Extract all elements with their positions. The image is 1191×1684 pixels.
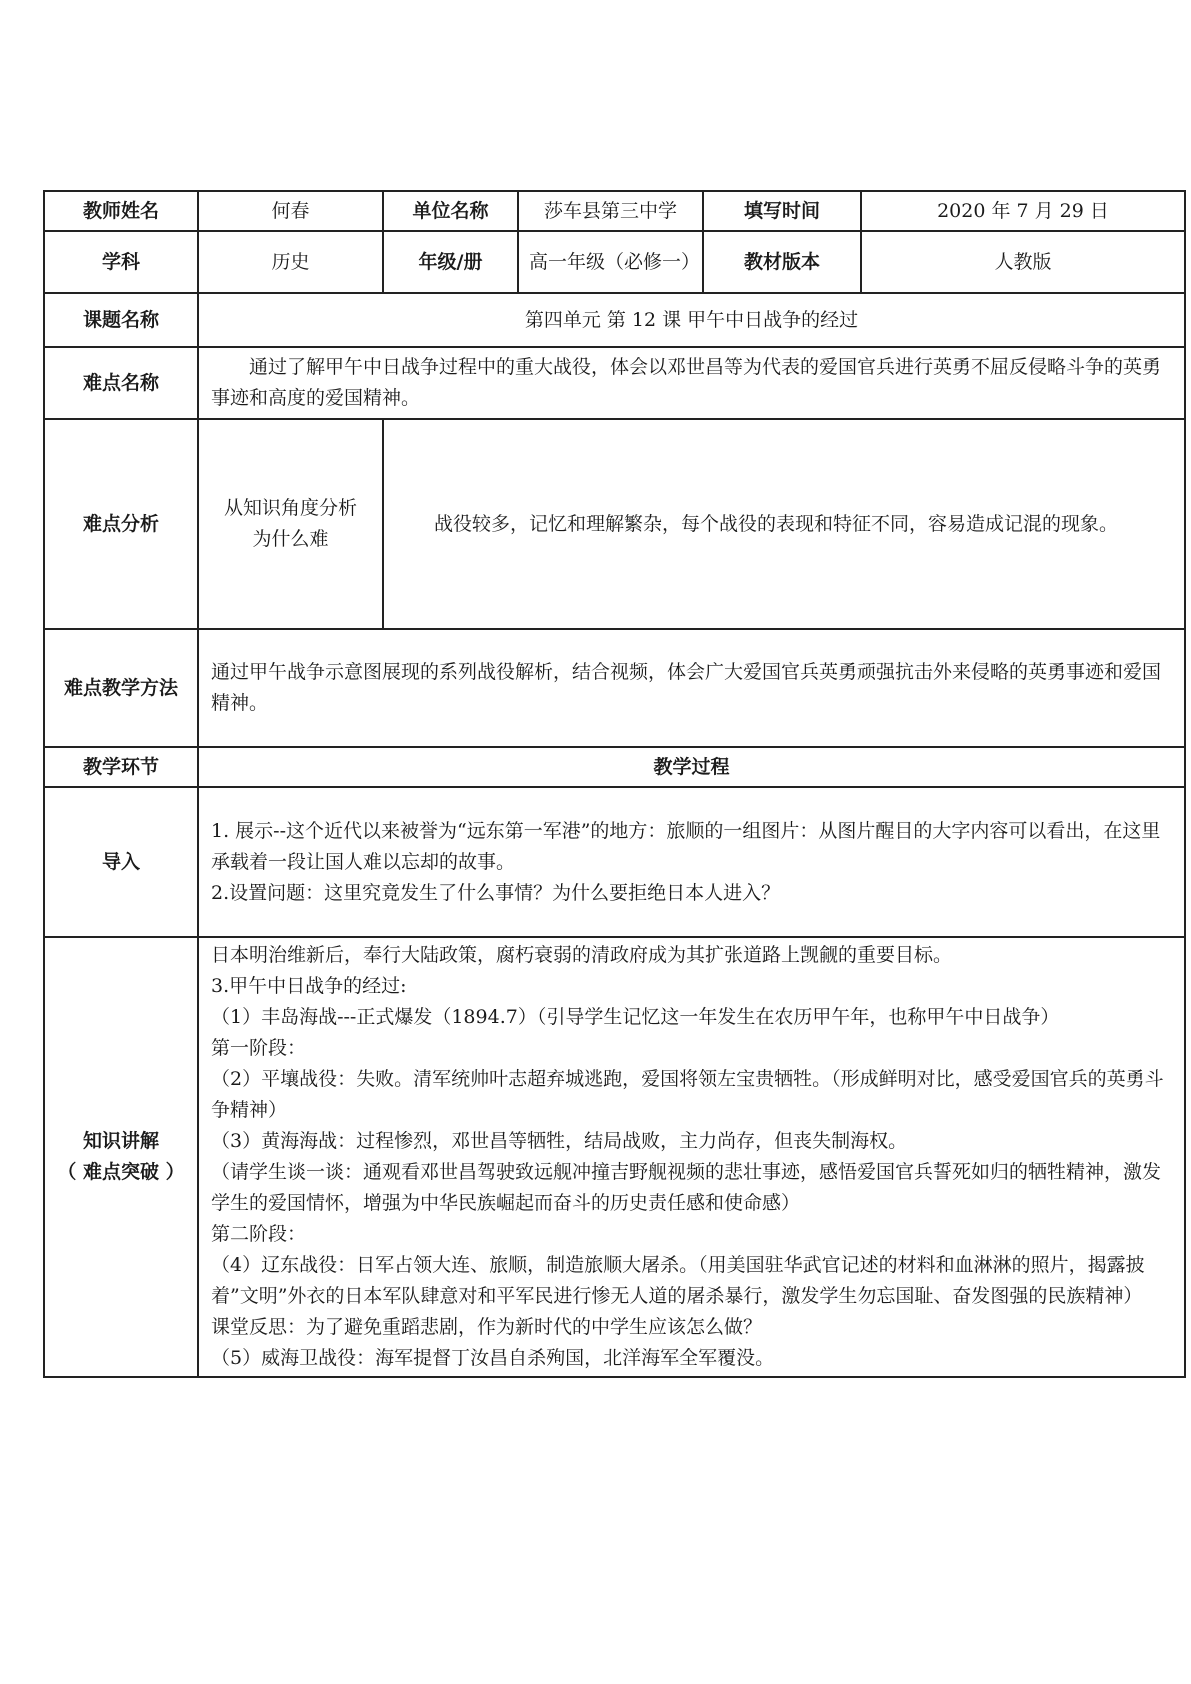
row-teacher-info <box>44 191 1185 231</box>
difficulty-value: 通过了解甲午中日战争过程中的重大战役，体会以邓世昌等为代表的爱国官兵进行英勇不屈反侵略斗争的英勇事迹和高度的爱国精神。 <box>198 347 1185 419</box>
row-intro <box>44 787 1185 937</box>
fill-date-label: 填写时间 <box>703 191 861 231</box>
intro-content <box>198 787 1185 937</box>
knowledge-line: （2）平壤战役：失败。清军统帅叶志超弃城逃跑，爱国将领左宝贵牺牲。（形成鲜明对比，感受爱国官兵的英勇斗争精神） <box>211 1068 1164 1121</box>
knowledge-line: 第一阶段： <box>211 1037 307 1059</box>
row-analysis <box>44 419 1185 629</box>
method-value: 通过甲午战争示意图展现的系列战役解析，结合视频，体会广大爱国官兵英勇顽强抗击外来侵略的英勇事迹和爱国精神。 <box>198 629 1185 747</box>
knowledge-content <box>198 937 1185 1377</box>
stage-header: 教学环节 <box>44 747 198 787</box>
grade-value: 高一年级（必修一） <box>518 231 703 293</box>
difficulty-label: 难点名称 <box>44 347 198 419</box>
intro-label: 导入 <box>44 787 198 937</box>
row-subject-info <box>44 231 1185 293</box>
lesson-plan-table <box>43 190 1186 1378</box>
grade-label: 年级/册 <box>383 231 518 293</box>
row-topic <box>44 293 1185 347</box>
teacher-name-value: 何春 <box>198 191 383 231</box>
knowledge-line: 课堂反思：为了避免重蹈悲剧，作为新时代的中学生应该怎么做？ <box>211 1316 763 1338</box>
knowledge-line: （3）黄海海战：过程惨烈，邓世昌等牺牲，结局战败，主力尚存，但丧失制海权。 <box>211 1130 908 1152</box>
knowledge-label-line1: 知识讲解 <box>82 1130 159 1152</box>
process-header: 教学过程 <box>198 747 1185 787</box>
knowledge-line: 日本明治维新后，奉行大陆政策，腐朽衰弱的清政府成为其扩张道路上觊觎的重要目标。 <box>211 944 953 966</box>
row-method <box>44 629 1185 747</box>
knowledge-label-line2: （ 难点突破 ） <box>57 1161 185 1183</box>
intro-line: 1. 展示--这个近代以来被誉为“远东第一军港”的地方：旅顺的一组图片：从图片醒目的大字内容可以看出，在这里承载着一段让国人难以忘却的故事。 <box>211 819 1161 873</box>
unit-name-label: 单位名称 <box>383 191 518 231</box>
topic-label: 课题名称 <box>44 293 198 347</box>
knowledge-line: （请学生谈一谈：通观看邓世昌驾驶致远舰冲撞吉野舰视频的悲壮事迹，感悟爱国官兵誓死如归的牺牲精神，激发学生的爱国情怀，增强为中华民族崛起而奋斗的历史责任感和使命感） <box>211 1161 1162 1214</box>
subject-label: 学科 <box>44 231 198 293</box>
textbook-value: 人教版 <box>861 231 1185 293</box>
analysis-value: 战役较多，记忆和理解繁杂，每个战役的表现和特征不同，容易造成记混的现象。 <box>383 419 1185 629</box>
textbook-label: 教材版本 <box>703 231 861 293</box>
row-knowledge <box>44 937 1185 1377</box>
analysis-label: 难点分析 <box>44 419 198 629</box>
knowledge-line: （1）丰岛海战---正式爆发（1894.7）（引导学生记忆这一年发生在农历甲午年，也称甲午中日战争） <box>211 1006 1060 1028</box>
row-process-header <box>44 747 1185 787</box>
topic-value: 第四单元 第 12 课 甲午中日战争的经过 <box>198 293 1185 347</box>
unit-name-value: 莎车县第三中学 <box>518 191 703 231</box>
knowledge-line: 3.甲午中日战争的经过: <box>211 975 407 997</box>
teacher-name-label: 教师姓名 <box>44 191 198 231</box>
method-label: 难点教学方法 <box>44 629 198 747</box>
analysis-sub-label: 从知识角度分析为什么难 <box>198 419 383 629</box>
row-difficulty <box>44 347 1185 419</box>
fill-date-value: 2020 年 7 月 29 日 <box>861 191 1185 231</box>
knowledge-line: 第二阶段： <box>211 1223 307 1245</box>
knowledge-label <box>44 937 198 1377</box>
subject-value: 历史 <box>198 231 383 293</box>
intro-line: 2.设置问题：这里究竟发生了什么事情？为什么要拒绝日本人进入？ <box>211 881 781 904</box>
knowledge-line: （4）辽东战役：日军占领大连、旅顺，制造旅顺大屠杀。（用美国驻华武官记述的材料和血淋淋的照片，揭露披着”文明”外衣的日本军队肆意对和平军民进行惨无人道的屠杀暴行，激发学生勿忘国耻、奋发图强的民族精神） <box>211 1254 1145 1307</box>
knowledge-line: （5）威海卫战役：海军提督丁汝昌自杀殉国，北洋海军全军覆没。 <box>211 1347 775 1369</box>
